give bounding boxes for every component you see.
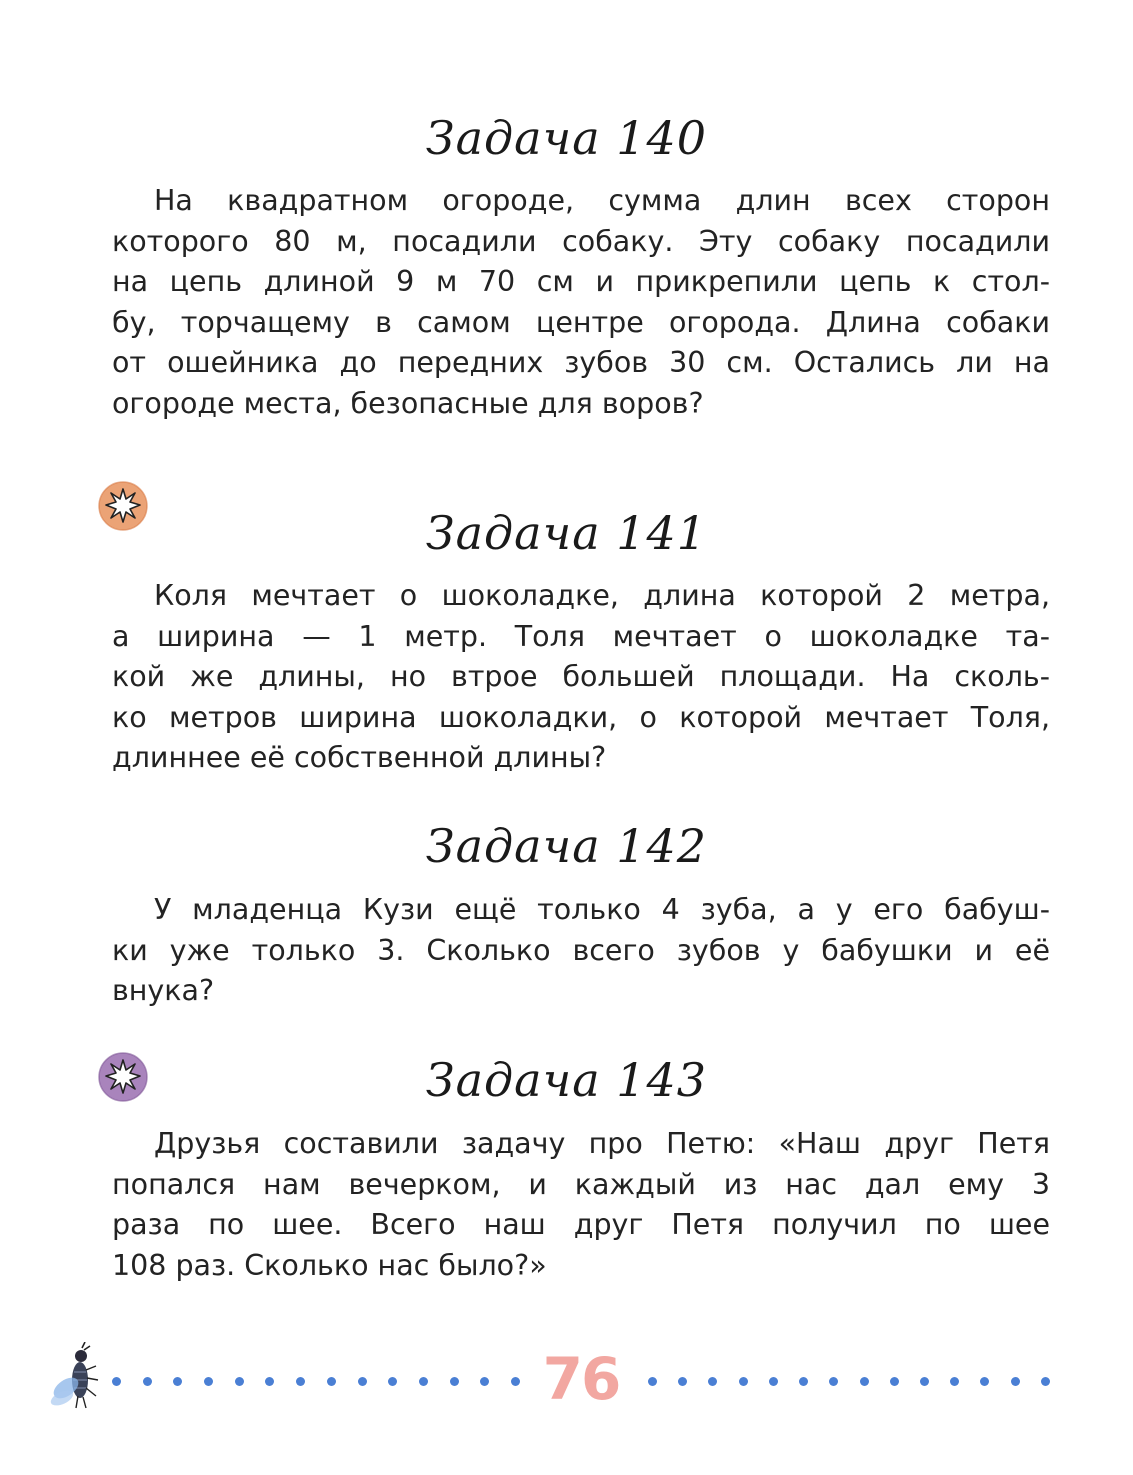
task-141-line: кой же длины, но втрое большей площади. На сколь-	[112, 660, 1050, 693]
task-142-line: внука?	[112, 974, 215, 1007]
task-141-line: длиннее её собственной длины?	[112, 741, 607, 774]
footer-dots-right	[648, 1376, 1050, 1386]
task-143-line: Друзья составили задачу про Петю: «Наш друг Петя	[154, 1127, 1050, 1160]
task-140-line: огороде места, безопасные для воров?	[112, 386, 704, 420]
page-footer	[0, 1340, 1133, 1420]
task-143-line: попался нам вечерком, и каждый из нас дал ему 3	[112, 1167, 1050, 1201]
task-140-title: Задача 140	[425, 111, 708, 165]
task-140-body	[112, 181, 1050, 424]
task-140-line: от ошейника до передних зубов 30 см. Остались ли на	[112, 346, 1050, 379]
task-143-line: 108 раз. Сколько нас было?»	[112, 1248, 547, 1282]
task-141-body	[112, 576, 1050, 779]
task-142-line: У младенца Кузи ещё только 4 зуба, а у его бабуш-	[154, 893, 1050, 926]
task-141-line: а ширина — 1 метр. Толя мечтает о шоколадке та-	[112, 619, 1050, 653]
fly-icon	[48, 1342, 104, 1412]
task-141-line: ко метров ширина шоколадки, о которой мечтает Толя,	[112, 700, 1050, 734]
task-143-title: Задача 143	[425, 1053, 708, 1107]
task-140-line: на цепь длиной 9 м 70 см и прикрепили цепь к стол-	[112, 265, 1050, 298]
task-140-line: На квадратном огороде, сумма длин всех сторон	[154, 184, 1050, 217]
footer-dots-left	[112, 1376, 520, 1386]
task-141-line: Коля мечтает о шоколадке, длина которой 2 метра,	[154, 579, 1050, 612]
task-143-line: раза по шее. Всего наш друг Петя получил по шее	[112, 1208, 1050, 1241]
task-142-line: ки уже только 3. Сколько всего зубов у бабушки и её	[112, 933, 1050, 967]
task-141-title: Задача 141	[425, 506, 708, 560]
task-143-body	[112, 1124, 1050, 1286]
task-142-body	[112, 890, 1050, 1012]
task-142-title: Задача 142	[425, 819, 708, 873]
task-140-line: которого 80 м, посадили собаку. Эту собаку посадили	[112, 224, 1050, 258]
page-number: 76	[542, 1345, 620, 1413]
task-140-line: бу, торчащему в самом центре огорода. Длина собаки	[112, 305, 1050, 339]
